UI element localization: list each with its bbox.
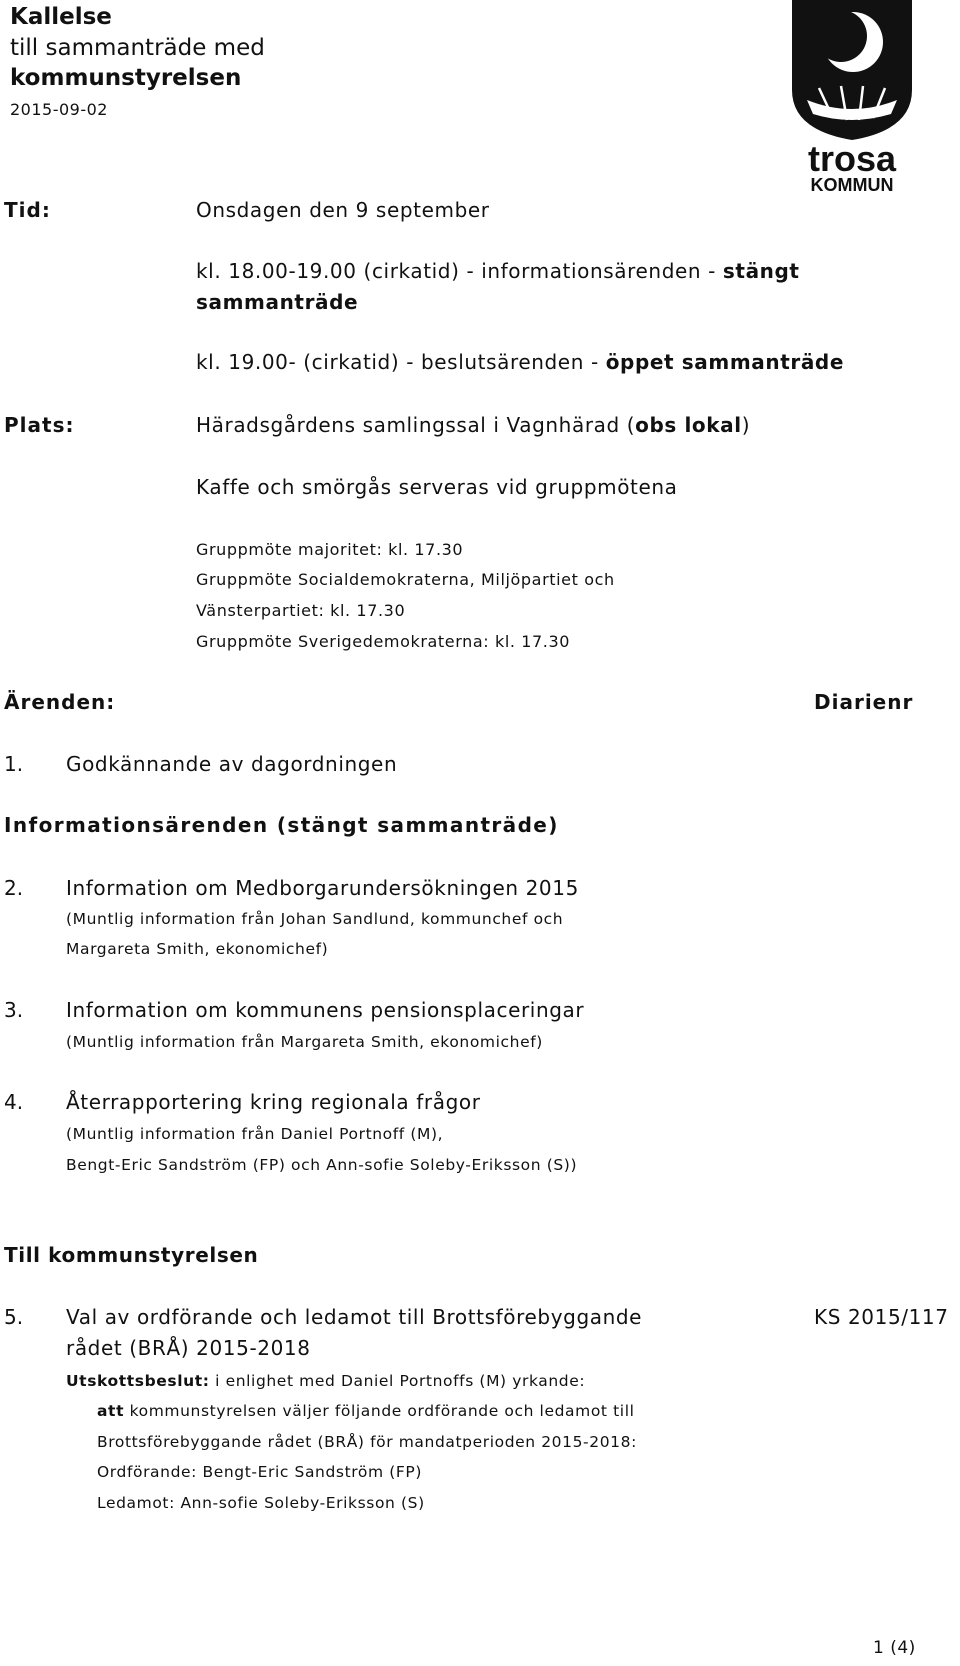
diarienr-label: Diarienr [814,690,914,714]
title-line-2: till sammanträde med [10,35,265,61]
item-number: 1. [4,752,24,776]
item-number: 4. [4,1090,24,1114]
item-title: Godkännande av dagordningen [66,752,398,776]
arenden-label: Ärenden: [4,690,116,714]
item-title: Information om Medborgarundersökningen 2015 [66,876,579,900]
plats-label: Plats: [4,413,75,437]
item-number: 2. [4,876,24,900]
decision-line: Brottsförebyggande rådet (BRÅ) för mandatperioden 2015-2018: [97,1433,637,1451]
tid-label: Tid: [4,198,51,222]
item-title-cont: rådet (BRÅ) 2015-2018 [66,1336,311,1360]
item-subtext: Margareta Smith, ekonomichef) [66,940,329,958]
svg-text:trosa: trosa [807,138,897,179]
document-title: Kallelse [10,4,112,30]
tid-day: Onsdagen den 9 september [196,198,490,222]
trosa-kommun-logo [789,0,915,195]
plats-coffee: Kaffe och smörgås serveras vid gruppmötena [196,475,678,499]
group-meeting-sd: Gruppmöte Sverigedemokraterna: kl. 17.30 [196,632,571,651]
item-title: Val av ordförande och ledamot till Brottsförebyggande [66,1305,643,1329]
document-date: 2015-09-02 [10,100,108,119]
committee-decision: Utskottsbeslut: i enlighet med Daniel Portnoffs (M) yrkande: [66,1372,586,1390]
item-subtext: (Muntlig information från Daniel Portnoff (M), [66,1125,444,1143]
title-line-3: kommunstyrelsen [10,65,242,91]
crest-moon-boat-icon [789,0,915,195]
group-meeting-s-mp-v-cont: Vänsterpartiet: kl. 17.30 [196,601,406,620]
item-subtext: Bengt-Eric Sandström (FP) och Ann-sofie Soleby-Eriksson (S)) [66,1156,578,1174]
decision-chair: Ordförande: Bengt-Eric Sandström (FP) [97,1463,422,1481]
decision-att: att kommunstyrelsen väljer följande ordförande och ledamot till [97,1402,635,1420]
decision-member: Ledamot: Ann-sofie Soleby-Eriksson (S) [97,1494,425,1512]
item-subtext: (Muntlig information från Johan Sandlund, kommunchef och [66,910,564,928]
tid-slot-1: kl. 18.00-19.00 (cirkatid) - informationsärenden - stängt [196,259,800,283]
group-meeting-s-mp-v: Gruppmöte Socialdemokraterna, Miljöpartiet och [196,570,615,589]
svg-text:KOMMUN: KOMMUN [810,175,894,195]
item-diarienr: KS 2015/117 [814,1305,949,1329]
item-number: 5. [4,1305,24,1329]
item-subtext: (Muntlig information från Margareta Smith, ekonomichef) [66,1033,543,1051]
section-heading-information: Informationsärenden (stängt sammanträde) [4,813,559,837]
item-number: 3. [4,998,24,1022]
plats-venue: Häradsgårdens samlingssal i Vagnhärad (obs lokal) [196,413,751,437]
tid-slot-2: kl. 19.00- (cirkatid) - beslutsärenden - öppet sammanträde [196,350,844,374]
page-number: 1 (4) [873,1638,916,1658]
tid-slot-1-cont: sammanträde [196,290,359,314]
section-heading-ks: Till kommunstyrelsen [4,1243,259,1267]
group-meeting-majority: Gruppmöte majoritet: kl. 17.30 [196,540,464,559]
item-title: Information om kommunens pensionsplaceringar [66,998,585,1022]
item-title: Återrapportering kring regionala frågor [66,1090,481,1114]
